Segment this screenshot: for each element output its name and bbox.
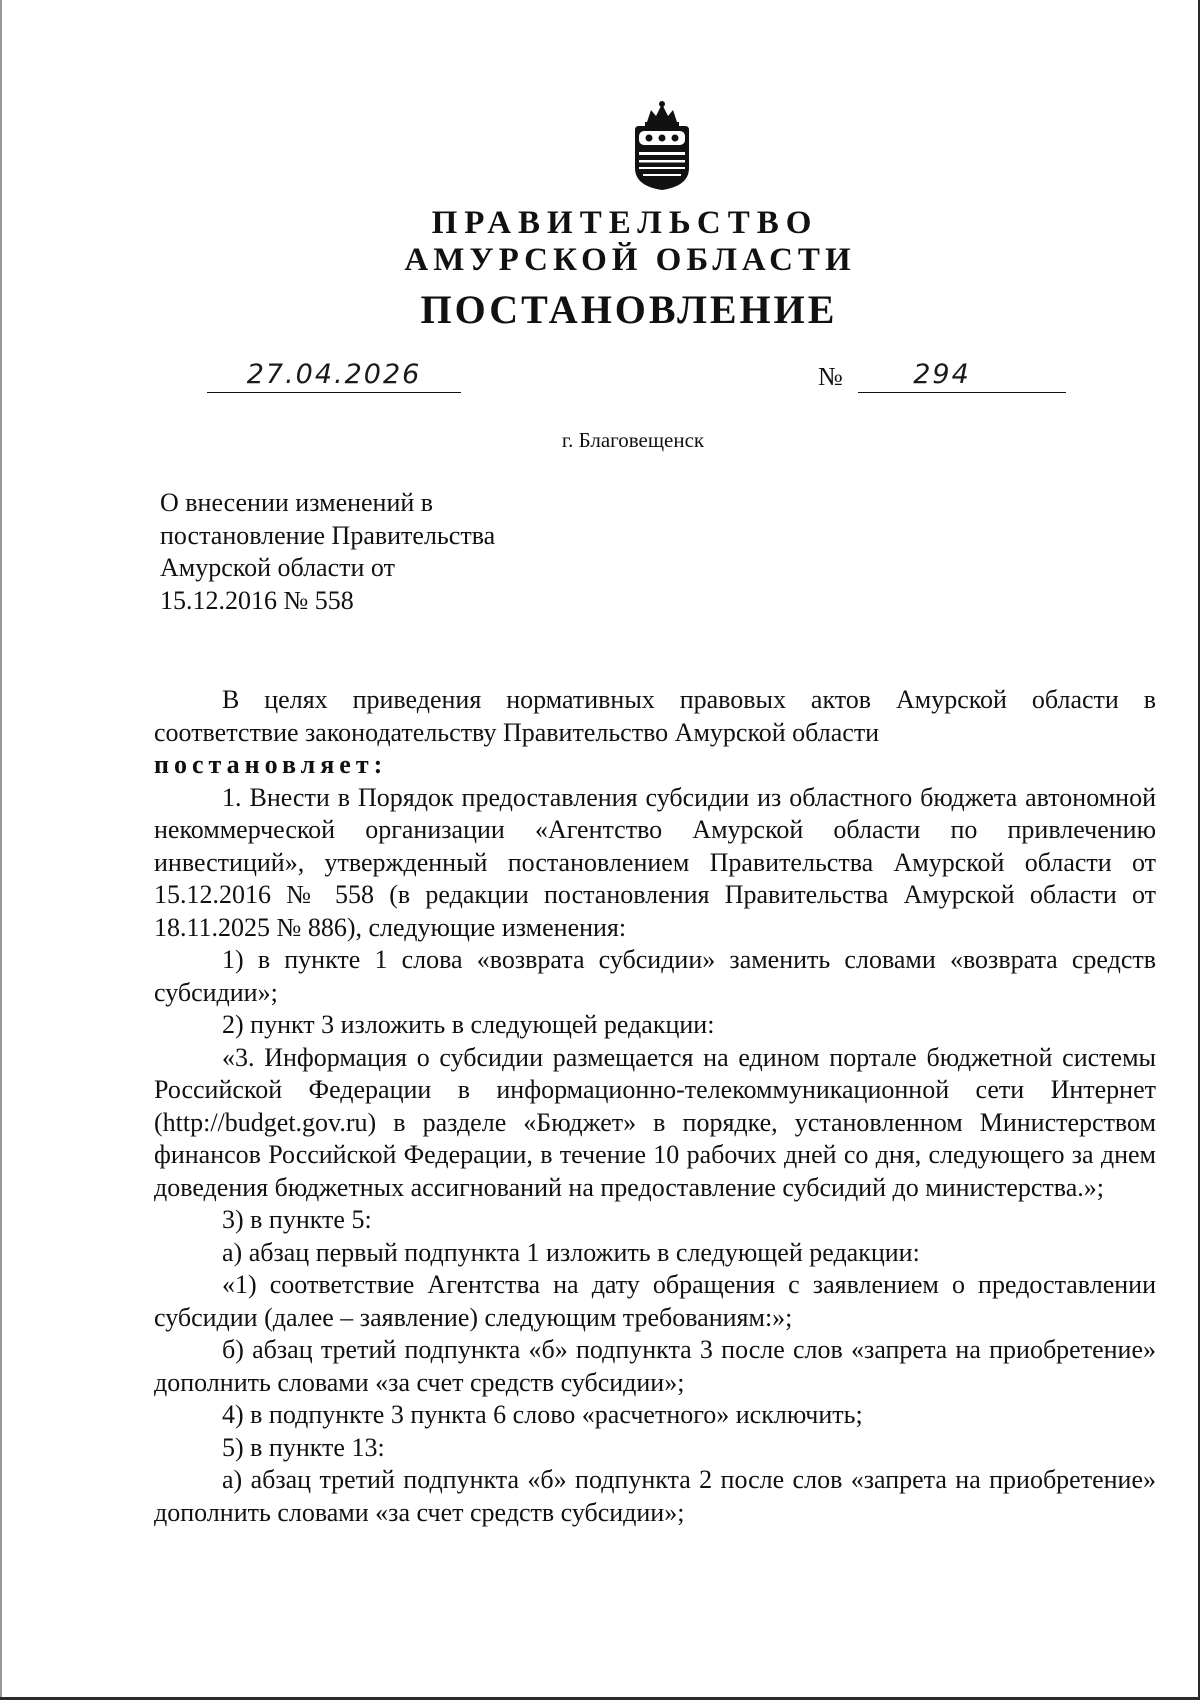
- body-paragraph: 5) в пункте 13:: [222, 1432, 385, 1462]
- organization-name-line1: ПРАВИТЕЛЬСТВО: [431, 205, 819, 241]
- body-paragraph: а) абзац первый подпункта 1 изложить в следующей редакции:: [222, 1237, 920, 1267]
- body-paragraph: 3) в пункте 5:: [222, 1205, 372, 1234]
- body-paragraph: 2) пункт 3 изложить в следующей редакции:: [222, 1010, 715, 1039]
- body-paragraph: 4) в подпункте 3 пункта 6 слово «расчетного» исключить;: [222, 1400, 863, 1429]
- organization-name-line2: АМУРСКОЙ ОБЛАСТИ: [404, 242, 856, 278]
- body-paragraph: б) абзац третий подпункта «б» подпункта 3 после слов «запрета на приобретение» дополнить словами «за счет средств субсидии»;: [154, 1335, 1156, 1397]
- document-type-title: ПОСТАНОВЛЕНИЕ: [420, 287, 838, 332]
- document-number: 294: [913, 359, 971, 390]
- body-paragraph: а) абзац третий подпункта «б» подпункта 2 после слов «запрета на приобретение» дополнить словами «за счет средств субсидии»;: [154, 1465, 1156, 1527]
- decree-word: постановляет:: [154, 750, 388, 779]
- body-paragraph: 1. Внести в Порядок предоставления субсидии из областного бюджета автономной некоммерческой организации «Агентство Амурской области по привлечению инвестиций», утвержденный постановлением Правительства Амурской области от 15.12.2016 № 558 (в редакции постановления Правительства Амурской области от 18.11.2025 № 886), следующие изменения:: [154, 782, 1156, 942]
- body-paragraph: 1) в пункте 1 слова «возврата субсидии» заменить словами «возврата средств субсидии»;: [154, 945, 1156, 1007]
- coat-of-arms-icon: [627, 100, 697, 192]
- preamble-paragraph: В целях приведения нормативных правовых актов Амурской области в соответствие законодательству Правительство Амурской области: [154, 685, 1156, 747]
- subject-line: 15.12.2016 № 558: [160, 585, 354, 615]
- subject-line: О внесении изменений в: [160, 488, 434, 517]
- document-subject: [160, 487, 495, 617]
- subject-line: постановление Правительства: [160, 520, 496, 550]
- body-paragraph: «1) соответствие Агентства на дату обращения с заявлением о предоставлении субсидии (далее – заявление) следующим требованиям:»;: [154, 1270, 1156, 1332]
- document-date: 27.04.2026: [246, 359, 422, 390]
- number-sign: №: [818, 362, 843, 391]
- city-line: г. Благовещенск: [561, 428, 705, 452]
- document-date-field: [207, 358, 461, 393]
- document-body: [154, 684, 1156, 1529]
- body-paragraph: «3. Информация о субсидии размещается на едином портале бюджетной системы Российской Федерации в информационно-телекоммуникационной сети Интернет (http://budget.gov.ru) в разделе «Бюджет» в порядке, установленном Министерством финансов Российской Федерации, в течение 10 рабочих дней со дня, следующего за днем доведения бюджетных ассигнований на предоставление субсидий до министерства.»;: [154, 1042, 1156, 1202]
- subject-line: Амурской области от: [160, 553, 395, 582]
- document-number-field: [858, 358, 1066, 393]
